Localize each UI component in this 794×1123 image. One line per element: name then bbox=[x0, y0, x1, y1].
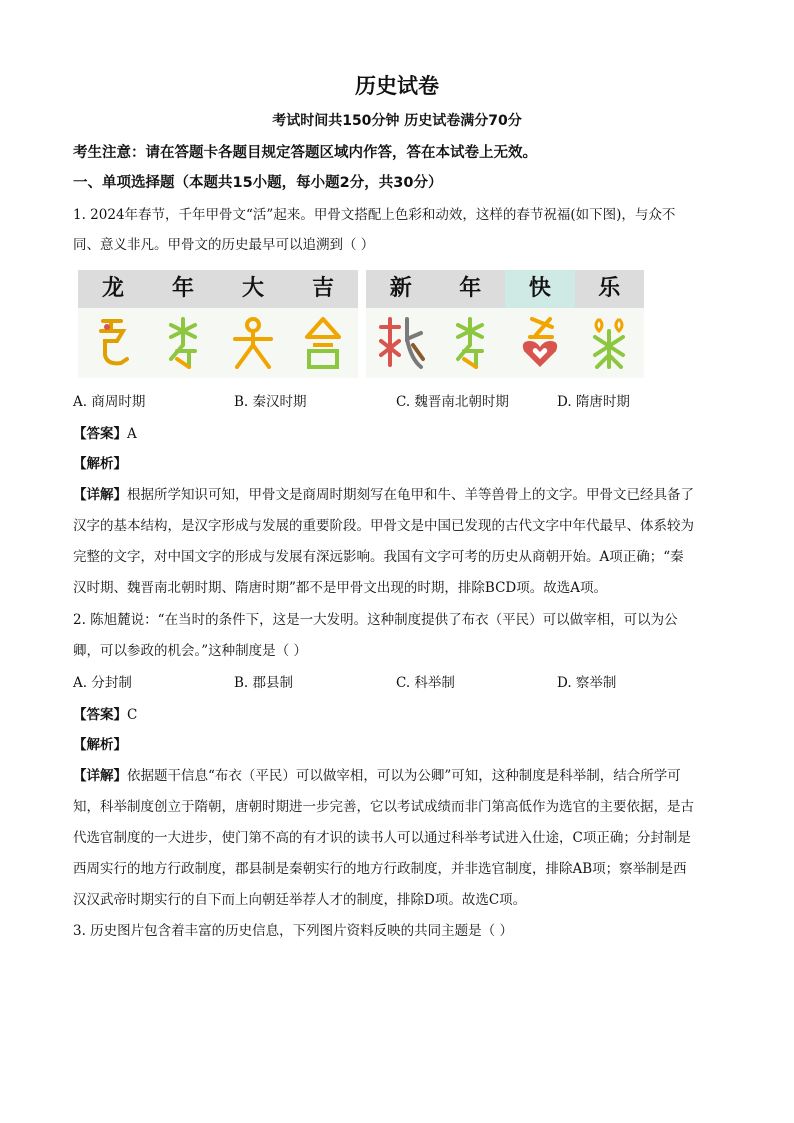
q2-option-d: D. 察举制 bbox=[557, 675, 617, 691]
detail-label: 【详解】 bbox=[73, 487, 127, 503]
figure-header-char: 快 bbox=[505, 270, 575, 308]
figure-header-char: 吉 bbox=[311, 276, 334, 301]
oracle-glyph-new bbox=[366, 310, 436, 376]
q1-detail-line1 bbox=[73, 483, 694, 503]
figure-header-char: 龙 bbox=[101, 276, 124, 301]
figure-header-char: 乐 bbox=[598, 276, 621, 301]
q2-detail-line2: 知，科举制度创立于隋朝，唐朝时期进一步完善，它以考试成绩而非门第高低作为选官的主要依据，是古 bbox=[73, 799, 694, 815]
detail-text: 依据题干信息“布衣（平民）可以做宰相，可以为公卿”可知，这种制度是科举制，结合所学可 bbox=[127, 768, 681, 784]
q3-stem-line1: 3. 历史图片包含着丰富的历史信息，下列图片资料反映的共同主题是（ ） bbox=[73, 923, 513, 939]
oracle-glyph-lucky bbox=[288, 310, 358, 376]
q2-detail-line5: 汉汉武帝时期实行的自下而上向朝廷举荐人才的制度，排除D项。故选C项。 bbox=[73, 892, 527, 908]
q1-stem-line1: 1. 2024年春节，千年甲骨文“活”起来。甲骨文搭配上色彩和动效，这样的春节祝福(如下图)，与众不 bbox=[73, 207, 676, 223]
analysis-label: 【解析】 bbox=[73, 737, 127, 753]
figure-panel-right bbox=[366, 270, 644, 378]
q1-option-c: C. 魏晋南北朝时期 bbox=[396, 394, 509, 410]
page-title: 历史试卷 bbox=[355, 74, 439, 98]
figure-panel-left bbox=[78, 270, 358, 378]
analysis-label: 【解析】 bbox=[73, 456, 127, 472]
q2-stem-line1: 2. 陈旭麓说：“在当时的条件下，这是一大发明。这种制度提供了布衣（平民）可以做宰相，可以为公 bbox=[73, 612, 678, 628]
q1-detail-line2: 汉字的基本结构，是汉字形成与发展的重要阶段。甲骨文是中国已发现的古代文字中年代最早、体系较为 bbox=[73, 518, 694, 534]
section-heading: 一、单项选择题（本题共15小题，每小题2分，共30分） bbox=[73, 175, 443, 191]
detail-label: 【详解】 bbox=[73, 768, 127, 784]
oracle-glyph-joy bbox=[575, 310, 645, 376]
figure-header-char: 年 bbox=[171, 276, 194, 301]
q2-detail-line4: 西周实行的地方行政制度，郡县制是秦朝实行的地方行政制度，并非选官制度，排除AB项；察举制是西 bbox=[73, 861, 687, 877]
exam-notice: 考生注意：请在答题卡各题目规定答题区域内作答，答在本试卷上无效。 bbox=[73, 145, 537, 161]
oracle-glyph-dragon bbox=[78, 310, 148, 376]
oracle-bone-figure bbox=[78, 270, 644, 378]
oracle-glyph-year bbox=[436, 310, 506, 376]
q2-detail-line1 bbox=[73, 764, 681, 784]
q1-stem-line2: 同、意义非凡。甲骨文的历史最早可以追溯到（ ） bbox=[73, 237, 375, 253]
oracle-glyph-big bbox=[218, 310, 288, 376]
answer-label: 【答案】 bbox=[73, 707, 127, 723]
answer-value: A bbox=[127, 426, 137, 442]
figure-header-char: 年 bbox=[459, 276, 482, 301]
q2-option-c: C. 科举制 bbox=[396, 675, 455, 691]
exam-info: 考试时间共150分钟 历史试卷满分70分 bbox=[272, 113, 522, 129]
detail-text: 根据所学知识可知，甲骨文是商周时期刻写在龟甲和牛、羊等兽骨上的文字。甲骨文已经具备了 bbox=[127, 487, 694, 503]
q1-option-b: B. 秦汉时期 bbox=[234, 394, 307, 410]
q2-stem-line2: 卿，可以参政的机会。”这种制度是（ ） bbox=[73, 643, 307, 659]
q1-detail-line4: 汉时期、魏晋南北朝时期、隋唐时期”都不是甲骨文出现的时期，排除BCD项。故选A项。 bbox=[73, 580, 607, 596]
figure-header-char: 大 bbox=[241, 276, 264, 301]
q1-answer bbox=[73, 422, 137, 442]
oracle-glyph-year bbox=[148, 310, 218, 376]
q2-analysis bbox=[73, 733, 127, 753]
answer-label: 【答案】 bbox=[73, 426, 127, 442]
figure-header-char: 新 bbox=[389, 276, 412, 301]
answer-value: C bbox=[127, 707, 138, 723]
q2-option-a: A. 分封制 bbox=[73, 675, 132, 691]
q1-option-d: D. 隋唐时期 bbox=[557, 394, 630, 410]
q2-detail-line3: 代选官制度的一大进步，使门第不高的有才识的读书人可以通过科举考试进入仕途，C项正确；分封制是 bbox=[73, 830, 691, 846]
q1-analysis bbox=[73, 452, 127, 472]
q1-option-a: A. 商周时期 bbox=[73, 394, 146, 410]
oracle-glyph-happy bbox=[505, 310, 575, 376]
q1-detail-line3: 完整的文字，对中国文字的形成与发展有深远影响。我国有文字可考的历史从商朝开始。A项正确；“秦 bbox=[73, 549, 684, 565]
q2-option-b: B. 郡县制 bbox=[234, 675, 294, 691]
q2-answer bbox=[73, 703, 137, 723]
